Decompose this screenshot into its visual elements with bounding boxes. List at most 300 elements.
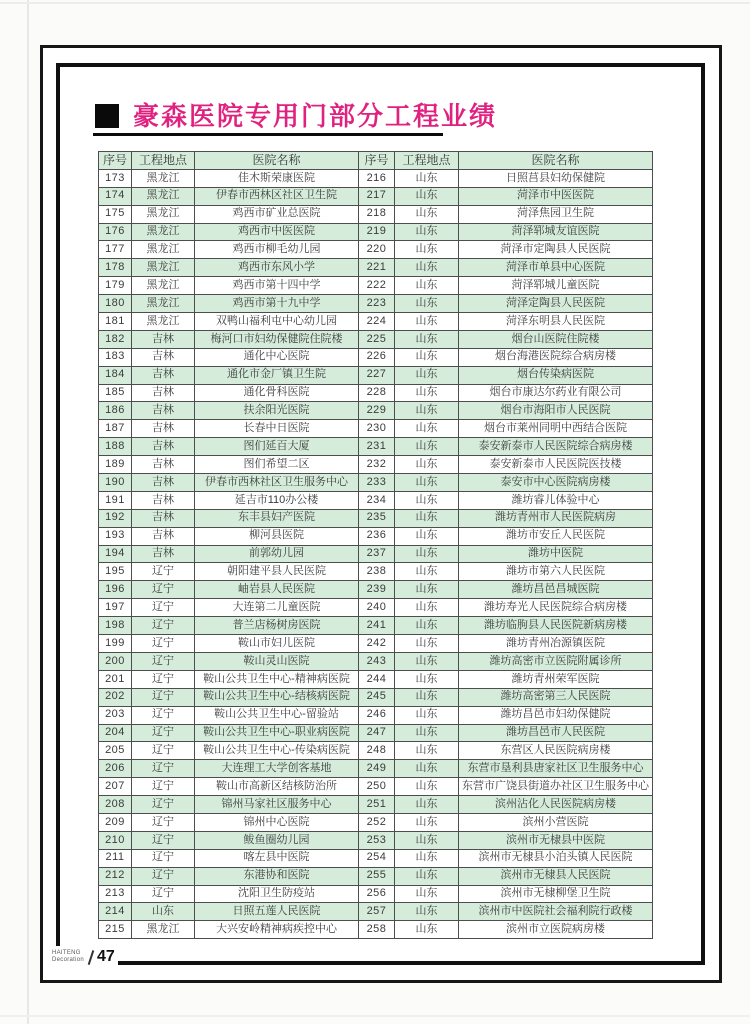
cell-serial-number: 228 [359, 384, 395, 402]
cell-project-location: 黑龙江 [132, 241, 195, 259]
cell-serial-number: 206 [99, 760, 132, 778]
cell-project-location: 山东 [395, 831, 459, 849]
table-row [99, 724, 653, 742]
cell-serial-number: 183 [99, 348, 132, 366]
cell-hospital-name: 东营市广饶县街道办社区卫生服务中心 [459, 778, 653, 796]
cell-hospital-name: 鸡西市东风小学 [195, 259, 359, 277]
cell-project-location: 山东 [395, 259, 459, 277]
cell-serial-number: 225 [359, 330, 395, 348]
cell-project-location: 山东 [395, 563, 459, 581]
cell-project-location: 辽宁 [132, 796, 195, 814]
cell-project-location: 辽宁 [132, 706, 195, 724]
cell-project-location: 山东 [395, 885, 459, 903]
cell-serial-number: 217 [359, 187, 395, 205]
table-row [99, 742, 653, 760]
cell-hospital-name: 鞍山市高新区结核防治所 [195, 778, 359, 796]
cell-hospital-name: 通化骨科医院 [195, 384, 359, 402]
cell-project-location: 辽宁 [132, 831, 195, 849]
cell-serial-number: 226 [359, 348, 395, 366]
cell-project-location: 山东 [395, 813, 459, 831]
cell-hospital-name: 泰安新泰市人民医院医技楼 [459, 456, 653, 474]
cell-hospital-name: 菏泽市定陶县人民医院 [459, 241, 653, 259]
cell-project-location: 山东 [395, 384, 459, 402]
cell-hospital-name: 岫岩县人民医院 [195, 581, 359, 599]
cell-hospital-name: 双鸭山福利屯中心幼儿园 [195, 313, 359, 331]
cell-project-location: 辽宁 [132, 581, 195, 599]
cell-serial-number: 176 [99, 223, 132, 241]
cell-project-location: 山东 [395, 742, 459, 760]
table-row [99, 760, 653, 778]
cell-project-location: 山东 [395, 849, 459, 867]
table-row [99, 474, 653, 492]
cell-hospital-name: 潍坊青州市人民医院病房 [459, 509, 653, 527]
cell-serial-number: 245 [359, 688, 395, 706]
cell-hospital-name: 滨州市无棣县中医院 [459, 831, 653, 849]
cell-project-location: 山东 [395, 366, 459, 384]
cell-project-location: 山东 [395, 277, 459, 295]
cell-project-location: 辽宁 [132, 670, 195, 688]
cell-project-location: 黑龙江 [132, 295, 195, 313]
cell-project-location: 山东 [395, 187, 459, 205]
cell-project-location: 山东 [395, 295, 459, 313]
cell-serial-number: 196 [99, 581, 132, 599]
cell-hospital-name: 潍坊昌邑市人民医院 [459, 724, 653, 742]
cell-serial-number: 210 [99, 831, 132, 849]
table-row [99, 384, 653, 402]
cell-project-location: 山东 [395, 241, 459, 259]
brand-wordmark [52, 950, 84, 963]
cell-serial-number: 214 [99, 903, 132, 921]
cell-hospital-name: 伊春市西林区社区卫生院 [195, 187, 359, 205]
table-row [99, 205, 653, 223]
cell-project-location: 辽宁 [132, 599, 195, 617]
cell-hospital-name: 烟台海港医院综合病房楼 [459, 348, 653, 366]
cell-serial-number: 195 [99, 563, 132, 581]
cell-project-location: 黑龙江 [132, 921, 195, 939]
cell-hospital-name: 鸡西市第十四中学 [195, 277, 359, 295]
cell-hospital-name: 菏泽定陶县人民医院 [459, 295, 653, 313]
cell-hospital-name: 潍坊临朐县人民医院新病房楼 [459, 617, 653, 635]
cell-project-location: 辽宁 [132, 724, 195, 742]
cell-hospital-name: 前郭幼儿园 [195, 545, 359, 563]
cell-project-location: 山东 [395, 670, 459, 688]
cell-serial-number: 186 [99, 402, 132, 420]
cell-project-location: 山东 [395, 420, 459, 438]
cell-hospital-name: 东港协和医院 [195, 867, 359, 885]
table-row [99, 456, 653, 474]
cell-serial-number: 199 [99, 635, 132, 653]
cell-hospital-name: 滨州市无棣县小泊头镇人民医院 [459, 849, 653, 867]
cell-hospital-name: 潍坊青州冶源镇医院 [459, 635, 653, 653]
cell-serial-number: 197 [99, 599, 132, 617]
cell-project-location: 山东 [395, 169, 459, 187]
projects-table [98, 151, 653, 939]
cell-project-location: 山东 [395, 491, 459, 509]
cell-hospital-name: 东丰县妇产医院 [195, 509, 359, 527]
cell-hospital-name: 泰安新泰市人民医院综合病房楼 [459, 438, 653, 456]
table-row [99, 867, 653, 885]
cell-hospital-name: 滨州市无棣柳堡卫生院 [459, 885, 653, 903]
cell-project-location: 山东 [395, 223, 459, 241]
cell-hospital-name: 烟台传染病医院 [459, 366, 653, 384]
cell-hospital-name: 潍坊高密第三人民医院 [459, 688, 653, 706]
cell-serial-number: 250 [359, 778, 395, 796]
table-row [99, 563, 653, 581]
table-row [99, 670, 653, 688]
table-row [99, 295, 653, 313]
cell-serial-number: 215 [99, 921, 132, 939]
cell-serial-number: 219 [359, 223, 395, 241]
brand-line2: Decoration [52, 957, 85, 963]
cell-project-location: 黑龙江 [132, 187, 195, 205]
cell-hospital-name: 潍坊中医院 [459, 545, 653, 563]
column-header: 序号 [359, 152, 395, 170]
cell-hospital-name: 烟台市莱州同明中西结合医院 [459, 420, 653, 438]
cell-hospital-name: 鸡西市中医医院 [195, 223, 359, 241]
cell-serial-number: 191 [99, 491, 132, 509]
cell-serial-number: 239 [359, 581, 395, 599]
cell-serial-number: 189 [99, 456, 132, 474]
page-number: 47 [97, 948, 115, 965]
cell-serial-number: 182 [99, 330, 132, 348]
scan-edge-top [0, 2, 750, 4]
cell-hospital-name: 菏泽郓城儿童医院 [459, 277, 653, 295]
table-row [99, 831, 653, 849]
cell-serial-number: 208 [99, 796, 132, 814]
table-row [99, 169, 653, 187]
cell-project-location: 辽宁 [132, 849, 195, 867]
cell-project-location: 吉林 [132, 330, 195, 348]
cell-serial-number: 179 [99, 277, 132, 295]
cell-project-location: 黑龙江 [132, 259, 195, 277]
cell-serial-number: 258 [359, 921, 395, 939]
cell-serial-number: 220 [359, 241, 395, 259]
cell-hospital-name: 锦州中心医院 [195, 813, 359, 831]
cell-hospital-name: 鞍山公共卫生中心-职业病医院 [195, 724, 359, 742]
cell-serial-number: 243 [359, 652, 395, 670]
cell-hospital-name: 潍坊高密市立医院附属诊所 [459, 652, 653, 670]
cell-project-location: 山东 [395, 724, 459, 742]
table-row [99, 402, 653, 420]
cell-serial-number: 249 [359, 760, 395, 778]
cell-hospital-name: 大兴安岭精神病疾控中心 [195, 921, 359, 939]
cell-hospital-name: 滨州沾化人民医院病房楼 [459, 796, 653, 814]
table-row [99, 223, 653, 241]
cell-hospital-name: 烟台市康达尔药业有限公司 [459, 384, 653, 402]
brand-line1: HAITENG [52, 950, 81, 957]
cell-serial-number: 201 [99, 670, 132, 688]
cell-hospital-name: 图们延百大厦 [195, 438, 359, 456]
table-header-row [99, 152, 653, 170]
cell-project-location: 吉林 [132, 509, 195, 527]
cell-project-location: 山东 [395, 348, 459, 366]
cell-project-location: 吉林 [132, 545, 195, 563]
cell-hospital-name: 通化中心医院 [195, 348, 359, 366]
cell-project-location: 黑龙江 [132, 205, 195, 223]
cell-hospital-name: 菏泽市中医医院 [459, 187, 653, 205]
cell-serial-number: 187 [99, 420, 132, 438]
cell-hospital-name: 潍坊市第六人民医院 [459, 563, 653, 581]
cell-project-location: 山东 [395, 402, 459, 420]
cell-serial-number: 211 [99, 849, 132, 867]
cell-hospital-name: 佳木斯荣康医院 [195, 169, 359, 187]
cell-hospital-name: 潍坊青州荣军医院 [459, 670, 653, 688]
column-header: 工程地点 [395, 152, 459, 170]
cell-hospital-name: 柳河县医院 [195, 527, 359, 545]
cell-project-location: 辽宁 [132, 885, 195, 903]
cell-hospital-name: 鞍山公共卫生中心-结核病医院 [195, 688, 359, 706]
page-title: 豪森医院专用门部分工程业绩 [133, 101, 498, 131]
cell-project-location: 山东 [395, 688, 459, 706]
cell-project-location: 吉林 [132, 491, 195, 509]
cell-serial-number: 200 [99, 652, 132, 670]
cell-project-location: 黑龙江 [132, 169, 195, 187]
cell-hospital-name: 泰安市中心医院病房楼 [459, 474, 653, 492]
table-row [99, 903, 653, 921]
table-row [99, 652, 653, 670]
cell-project-location: 吉林 [132, 420, 195, 438]
title-underline [93, 133, 443, 136]
cell-serial-number: 204 [99, 724, 132, 742]
cell-serial-number: 233 [359, 474, 395, 492]
table-row [99, 885, 653, 903]
table-row [99, 849, 653, 867]
table-row [99, 527, 653, 545]
cell-serial-number: 205 [99, 742, 132, 760]
brand-slash-icon [86, 950, 96, 964]
cell-project-location: 山东 [132, 903, 195, 921]
cell-serial-number: 246 [359, 706, 395, 724]
cell-serial-number: 255 [359, 867, 395, 885]
cell-serial-number: 237 [359, 545, 395, 563]
column-header: 工程地点 [132, 152, 195, 170]
cell-project-location: 辽宁 [132, 778, 195, 796]
cell-serial-number: 173 [99, 169, 132, 187]
table-row [99, 617, 653, 635]
cell-project-location: 山东 [395, 635, 459, 653]
cell-serial-number: 212 [99, 867, 132, 885]
cell-hospital-name: 潍坊昌邑昌城医院 [459, 581, 653, 599]
table-row [99, 921, 653, 939]
table-row [99, 545, 653, 563]
cell-hospital-name: 东营区人民医院病房楼 [459, 742, 653, 760]
cell-project-location: 吉林 [132, 474, 195, 492]
cell-serial-number: 185 [99, 384, 132, 402]
cell-serial-number: 235 [359, 509, 395, 527]
cell-project-location: 山东 [395, 778, 459, 796]
cell-project-location: 吉林 [132, 456, 195, 474]
column-header: 医院名称 [195, 152, 359, 170]
cell-project-location: 辽宁 [132, 563, 195, 581]
table-row [99, 778, 653, 796]
cell-serial-number: 252 [359, 813, 395, 831]
cell-serial-number: 198 [99, 617, 132, 635]
cell-project-location: 山东 [395, 456, 459, 474]
cell-project-location: 吉林 [132, 527, 195, 545]
table-row [99, 706, 653, 724]
cell-serial-number: 238 [359, 563, 395, 581]
cell-project-location: 辽宁 [132, 813, 195, 831]
cell-hospital-name: 鞍山公共卫生中心-传染病医院 [195, 742, 359, 760]
cell-hospital-name: 鸡西市第十九中学 [195, 295, 359, 313]
cell-hospital-name: 大连第二儿童医院 [195, 599, 359, 617]
cell-serial-number: 241 [359, 617, 395, 635]
table-row [99, 366, 653, 384]
cell-hospital-name: 鞍山灵山医院 [195, 652, 359, 670]
cell-hospital-name: 鞍山市妇儿医院 [195, 635, 359, 653]
cell-project-location: 辽宁 [132, 617, 195, 635]
table-row [99, 330, 653, 348]
cell-serial-number: 248 [359, 742, 395, 760]
scan-edge-left [27, 0, 29, 1024]
cell-project-location: 山东 [395, 796, 459, 814]
cell-project-location: 吉林 [132, 384, 195, 402]
cell-serial-number: 192 [99, 509, 132, 527]
cell-project-location: 山东 [395, 545, 459, 563]
cell-project-location: 辽宁 [132, 688, 195, 706]
table-row [99, 277, 653, 295]
cell-serial-number: 224 [359, 313, 395, 331]
cell-project-location: 山东 [395, 599, 459, 617]
cell-serial-number: 193 [99, 527, 132, 545]
cell-project-location: 山东 [395, 867, 459, 885]
cell-hospital-name: 朝阳建平县人民医院 [195, 563, 359, 581]
cell-project-location: 山东 [395, 921, 459, 939]
cell-project-location: 辽宁 [132, 760, 195, 778]
cell-serial-number: 175 [99, 205, 132, 223]
cell-project-location: 山东 [395, 509, 459, 527]
cell-serial-number: 231 [359, 438, 395, 456]
cell-hospital-name: 鞍山公共卫生中心-留验站 [195, 706, 359, 724]
cell-project-location: 山东 [395, 581, 459, 599]
cell-project-location: 山东 [395, 706, 459, 724]
cell-serial-number: 254 [359, 849, 395, 867]
cell-serial-number: 216 [359, 169, 395, 187]
cell-serial-number: 229 [359, 402, 395, 420]
cell-hospital-name: 菏泽焦园卫生院 [459, 205, 653, 223]
cell-hospital-name: 潍坊睿儿体验中心 [459, 491, 653, 509]
cell-serial-number: 177 [99, 241, 132, 259]
column-header: 序号 [99, 152, 132, 170]
table-row [99, 813, 653, 831]
cell-hospital-name: 鞍山公共卫生中心-精神病医院 [195, 670, 359, 688]
cell-project-location: 吉林 [132, 366, 195, 384]
cell-hospital-name: 鸡西市柳毛幼儿园 [195, 241, 359, 259]
table-row [99, 635, 653, 653]
cell-serial-number: 202 [99, 688, 132, 706]
cell-serial-number: 184 [99, 366, 132, 384]
cell-hospital-name: 滨州市无棣县人民医院 [459, 867, 653, 885]
cell-project-location: 辽宁 [132, 635, 195, 653]
cell-hospital-name: 喀左县中医院 [195, 849, 359, 867]
cell-hospital-name: 扶余阳光医院 [195, 402, 359, 420]
cell-hospital-name: 潍坊市安丘人民医院 [459, 527, 653, 545]
cell-serial-number: 222 [359, 277, 395, 295]
cell-serial-number: 240 [359, 599, 395, 617]
cell-project-location: 山东 [395, 313, 459, 331]
title-bullet-square-icon [95, 104, 119, 128]
cell-hospital-name: 潍坊昌邑市妇幼保健院 [459, 706, 653, 724]
table-row [99, 688, 653, 706]
cell-serial-number: 174 [99, 187, 132, 205]
cell-serial-number: 213 [99, 885, 132, 903]
scan-edge-bottom [0, 1015, 750, 1017]
cell-project-location: 山东 [395, 474, 459, 492]
cell-hospital-name: 长春中日医院 [195, 420, 359, 438]
section-title-block [95, 103, 497, 129]
cell-serial-number: 236 [359, 527, 395, 545]
cell-hospital-name: 延吉市110办公楼 [195, 491, 359, 509]
cell-project-location: 山东 [395, 205, 459, 223]
table-row [99, 509, 653, 527]
cell-project-location: 辽宁 [132, 652, 195, 670]
footer-brand [49, 946, 118, 968]
cell-hospital-name: 滨州市中医院社会福利院行政楼 [459, 903, 653, 921]
cell-project-location: 山东 [395, 903, 459, 921]
cell-hospital-name: 滨州小营医院 [459, 813, 653, 831]
cell-hospital-name: 潍坊寿光人民医院综合病房楼 [459, 599, 653, 617]
cell-serial-number: 203 [99, 706, 132, 724]
table-row [99, 313, 653, 331]
cell-serial-number: 221 [359, 259, 395, 277]
cell-project-location: 山东 [395, 527, 459, 545]
table-row [99, 259, 653, 277]
cell-hospital-name: 沈阳卫生防疫站 [195, 885, 359, 903]
table-row [99, 241, 653, 259]
table-row [99, 187, 653, 205]
cell-hospital-name: 鲅鱼圈幼儿园 [195, 831, 359, 849]
cell-serial-number: 190 [99, 474, 132, 492]
cell-project-location: 黑龙江 [132, 313, 195, 331]
cell-serial-number: 209 [99, 813, 132, 831]
cell-hospital-name: 滨州市立医院病房楼 [459, 921, 653, 939]
table-row [99, 796, 653, 814]
cell-serial-number: 218 [359, 205, 395, 223]
cell-serial-number: 180 [99, 295, 132, 313]
cell-serial-number: 207 [99, 778, 132, 796]
cell-project-location: 山东 [395, 617, 459, 635]
cell-serial-number: 256 [359, 885, 395, 903]
cell-hospital-name: 东营市垦利县唐家社区卫生服务中心 [459, 760, 653, 778]
cell-project-location: 辽宁 [132, 742, 195, 760]
cell-hospital-name: 烟台市海阳市人民医院 [459, 402, 653, 420]
cell-hospital-name: 通化市金厂镇卫生院 [195, 366, 359, 384]
cell-serial-number: 232 [359, 456, 395, 474]
cell-hospital-name: 鸡西市矿业总医院 [195, 205, 359, 223]
cell-serial-number: 223 [359, 295, 395, 313]
cell-serial-number: 234 [359, 491, 395, 509]
cell-serial-number: 194 [99, 545, 132, 563]
cell-serial-number: 244 [359, 670, 395, 688]
cell-serial-number: 257 [359, 903, 395, 921]
cell-project-location: 吉林 [132, 348, 195, 366]
cell-project-location: 山东 [395, 330, 459, 348]
cell-hospital-name: 普兰店杨树房医院 [195, 617, 359, 635]
cell-hospital-name: 大连理工大学创客基地 [195, 760, 359, 778]
table-row [99, 438, 653, 456]
cell-hospital-name: 菏泽东明县人民医院 [459, 313, 653, 331]
cell-hospital-name: 日照五莲人民医院 [195, 903, 359, 921]
cell-project-location: 山东 [395, 438, 459, 456]
cell-project-location: 山东 [395, 760, 459, 778]
cell-project-location: 黑龙江 [132, 277, 195, 295]
table-row [99, 420, 653, 438]
cell-serial-number: 230 [359, 420, 395, 438]
cell-hospital-name: 菏泽郓城友谊医院 [459, 223, 653, 241]
table-row [99, 581, 653, 599]
cell-serial-number: 251 [359, 796, 395, 814]
cell-serial-number: 227 [359, 366, 395, 384]
